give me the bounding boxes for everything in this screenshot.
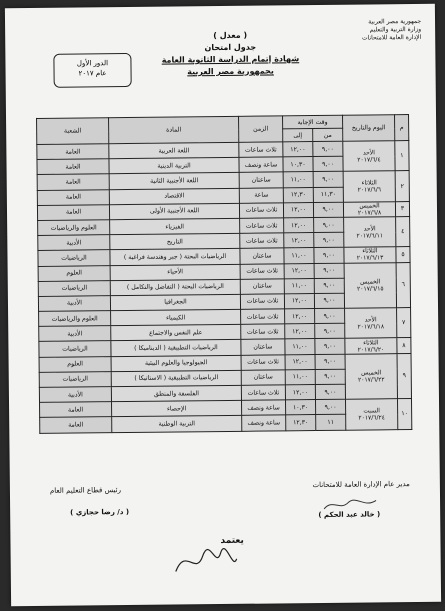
exam-date: ٢٠١٧/٦/٢٠ [357,345,385,354]
subject-cell: اللغة الأجنبية الثانية [109,173,239,190]
subject-cell: علم النفس والاجتماع [111,325,241,342]
director-signature [320,494,380,515]
exam-date: ٢٠١٧/٦/١٨ [357,323,385,331]
day-number: ٢ [395,171,409,202]
subject-cell: التربية الدينية [109,158,239,175]
subject-cell: الفلسفة والمنطق [111,385,241,402]
day-date-cell [343,171,395,202]
branch-cell: العلوم والرياضيات [39,311,111,327]
time-to: ١١,٠٠ [285,339,315,355]
day-number: ١٠ [397,399,411,430]
time-from: ٩,٠٠ [315,384,345,400]
subject-cell: الكيمياء [111,309,241,326]
branch-cell: الرياضيات [38,280,110,296]
duration-cell: ساعتان [240,279,284,295]
time-to: ١٢,٠٠ [285,324,315,340]
session-year: عام ٢٠١٧ [78,69,107,78]
exam-date: ٢٠١٧/٦/١٥ [356,285,384,293]
time-to: ١٠,٣٠ [285,400,315,416]
subject-cell: الرياضيات التطبيقية ( الاستاتيكا ) [111,370,241,387]
document-title [135,29,325,79]
time-from: ٩,٠٠ [314,278,344,294]
signature-scribble [170,541,240,582]
exam-schedule-page [5,4,441,606]
time-to: ١٢,٠٠ [283,202,313,218]
day-number: ٨ [397,338,411,353]
header-to: إلى [283,129,313,142]
time-from: ٩,٠٠ [313,141,343,157]
session-box [53,53,131,88]
duration-cell: ساعتان [241,339,285,355]
day-date-cell [345,338,397,354]
branch-cell: العامة [37,174,109,190]
time-from: ٩,٠٠ [314,263,344,279]
day-name: الخميس [361,369,382,377]
duration-cell: ساعة ونصف [242,400,286,416]
time-from: ٩,٠٠ [314,248,344,264]
subject-cell: التاريخ [110,233,240,250]
time-from: ٩,٠٠ [314,232,344,248]
exam-date: ٢٠١٧/٦/٢٤ [358,414,386,422]
time-from: ٩,٠٠ [315,308,345,324]
subject-cell: الاقتصاد [109,188,239,205]
header-duration: الزمن [239,116,283,142]
branch-cell: الأدبية [39,326,111,342]
day-name: الخميس [359,202,380,210]
time-from: ٩,٠٠ [313,156,343,172]
time-to: ١١,٠٠ [285,369,315,385]
subject-cell: الإحصاء [112,400,242,417]
duration-cell: ثلاث ساعات [239,203,283,219]
time-to: ١٢,٠٠ [284,217,314,233]
day-date-cell [343,141,395,172]
title-amended: ( معدل ) [213,30,248,41]
duration-cell: ثلاث ساعات [239,142,283,158]
time-to: ١٢,٠٠ [285,385,315,401]
header-subject: المادة [109,116,239,143]
branch-cell: العلوم والرياضيات [38,220,110,236]
director-title: مدير عام الإدارة العامة للامتحانات [312,480,410,490]
exam-date: ٢٠١٧/٦/٨ [357,209,382,217]
day-number: ٩ [397,353,411,399]
subject-cell: الجغرافيا [110,294,240,311]
branch-cell: الرياضيات [39,341,111,357]
duration-cell: ثلاث ساعات [241,385,285,401]
time-from: ٩,٠٠ [314,293,344,309]
time-to: ١٢,٣٠ [283,187,313,203]
branch-cell: الرياضيات [38,250,110,266]
day-date-cell [345,399,397,430]
exam-date: ٢٠١٧/٦/٤ [357,156,381,164]
branch-cell: العامة [37,159,109,175]
day-name: الثلاثاء [361,179,377,187]
exam-date: ٢٠١٧/٦/١١ [356,231,384,240]
header-time: وقت الإجابة [283,115,343,129]
duration-cell: ثلاث ساعات [240,233,284,249]
branch-cell: الأدبية [39,387,111,403]
time-from: ٩,٠٠ [314,217,344,233]
director-name: ( خالد عبد الحكم ) [318,510,381,520]
branch-cell: العامة [40,417,112,433]
duration-cell: ثلاث ساعات [240,263,284,279]
branch-cell: الأدبية [38,296,110,312]
duration-cell: ساعتان [239,172,283,188]
time-from: ٩,٠٠ [315,339,345,355]
subject-cell: الأحياء [110,264,240,281]
branch-cell: العلوم [39,356,111,372]
day-name: الخميس [360,278,381,286]
day-date-cell [344,217,396,248]
exam-date: ٢٠١٧/٦/٢٢ [357,376,385,384]
duration-cell: ثلاث ساعات [240,218,284,234]
time-to: ١١,٠٠ [283,172,313,188]
time-to: ١١,٠٠ [284,248,314,264]
time-from: ٩,٠٠ [315,323,345,339]
time-to: ١١,٠٠ [284,278,314,294]
ministry-header [362,18,421,43]
day-number: ٣ [395,201,409,216]
day-name: الثلاثاء [363,338,379,347]
day-number: ٥ [396,247,410,262]
header-day: اليوم والتاريخ [343,115,395,142]
branch-cell: الأدبية [38,235,110,251]
time-from: ١١ [316,415,346,431]
approval-label: يعتمد [220,535,244,547]
duration-cell: ساعة ونصف [239,157,283,173]
day-name: الأحد [362,149,375,157]
branch-cell: العامة [37,204,109,220]
day-date-cell [344,247,396,263]
duration-cell: ثلاث ساعات [241,354,285,370]
time-to: ١٠,٣٠ [283,157,313,173]
day-date-cell [343,201,395,217]
exam-date: ٢٠١٧/٦/٦ [357,186,382,194]
day-date-cell [344,262,396,308]
ministry-line: وزارة التربية والتعليم [369,25,422,34]
day-number: ٦ [396,262,410,308]
time-from: ٩,٠٠ [315,369,345,385]
branch-cell: العامة [40,402,112,418]
duration-cell: ساعتان [241,370,285,386]
subject-cell: الفيزياء [110,218,240,235]
day-date-cell [345,353,397,399]
time-to: ١٢,٠٠ [284,293,314,309]
time-from: ١١,٣٠ [313,187,343,203]
day-name: السبت [363,407,380,415]
time-to: ١٢,٠٠ [284,263,314,279]
subject-cell: الجيولوجيا والعلوم البيئية [111,355,241,372]
branch-cell: الرياضيات [39,371,111,387]
time-from: ٩,٠٠ [313,172,343,188]
day-number: ٤ [396,216,410,247]
branch-cell: العامة [37,189,109,205]
subject-cell: الرياضيات البحتة ( التفاضل والتكامل ) [110,279,240,296]
subject-cell: الرياضيات التطبيقية ( الديناميكا ) [111,340,241,357]
exam-date: ٢٠١٧/٦/١٣ [356,254,384,263]
time-to: ١٢,٠٠ [284,233,314,249]
time-to: ١٢,٠٠ [285,309,315,325]
day-name: الثلاثاء [362,247,378,255]
time-from: ٩,٠٠ [315,354,345,370]
subject-cell: اللغة الأجنبية الأولى [109,203,239,220]
duration-cell: ساعة [239,187,283,203]
duration-cell: ساعتان [240,248,284,264]
subject-cell: التربية الوطنية [112,416,242,433]
subject-cell: اللغة العربية [109,142,239,159]
header-num: م [395,115,409,141]
day-name: الأحد [363,225,376,233]
sector-head-title: رئيس قطاع التعليم العام [49,486,121,495]
day-name: الأحد [364,316,377,324]
day-date-cell [345,308,397,339]
branch-cell: العلوم [38,265,110,281]
exam-table-body [37,141,412,433]
title-country: بجمهورية مصر العربية [187,66,274,77]
day-number: ٧ [397,308,411,339]
time-to: ١٢,٠٠ [283,142,313,158]
title-certificate: شهادة إتمام الدراسة الثانوية العامة [161,54,300,65]
header-from: من [313,128,343,141]
duration-cell: ثلاث ساعات [241,324,285,340]
branch-cell: العامة [37,144,109,160]
title-line: جدول امتحان [204,42,257,53]
duration-cell: ثلاث ساعات [240,294,284,310]
time-from: ٩,٠٠ [313,202,343,218]
time-to: ١٢,٠٠ [285,354,315,370]
time-from: ٩,٠٠ [315,399,345,415]
header-branch: الشعبة [37,118,109,145]
day-number: ١ [395,141,409,172]
duration-cell: ثلاث ساعات [241,309,285,325]
session-line: الدور الأول [76,59,109,68]
ministry-line: جمهورية مصر العربية [368,17,422,26]
ministry-line: الإدارة العامة للامتحانات [361,33,422,42]
duration-cell: ساعة ونصف [242,415,286,431]
exam-table [36,114,412,433]
sector-head-name: ( د/ رضا حجازي ) [70,507,130,517]
subject-cell: الرياضيات البحتة ( جبر وهندسة فراغية ) [110,249,240,266]
time-to: ١٢,٣٠ [286,415,316,431]
